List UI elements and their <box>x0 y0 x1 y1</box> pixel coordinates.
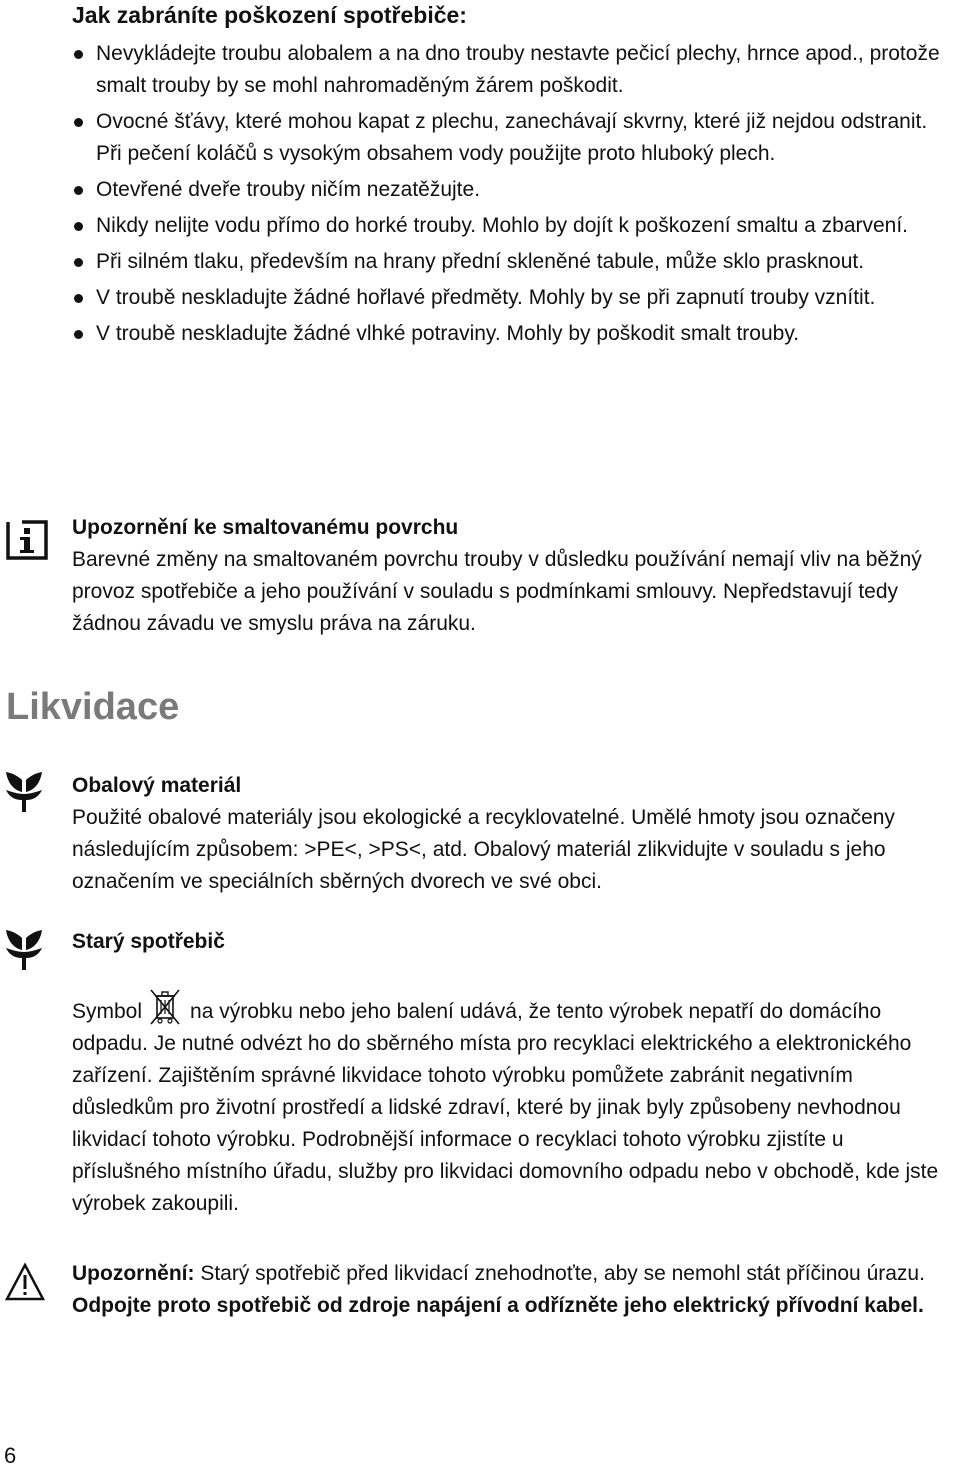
list-item-text: Nevykládejte troubu alobalem a na dno trouby nestavte pečicí plechy, hrnce apod., protože smalt trouby by se mohl nahromaděným žárem poškodit. <box>96 42 940 97</box>
bullet-dot <box>74 330 83 339</box>
list-item-text: Ovocné šťávy, které mohou kapat z plechu, zanechávají skvrny, které již nejdou odstranit. Při pečení koláčů s vysokým obsahem vody použijte proto hluboký plech. <box>96 110 928 165</box>
damage-prevention-list <box>72 38 952 354</box>
old-appliance-section <box>72 926 957 1220</box>
list-item <box>72 246 952 278</box>
list-item <box>72 106 952 170</box>
warning-section <box>72 1258 957 1322</box>
list-item-text: V troubě neskladujte žádné hořlavé předměty. Mohly by se při zapnutí trouby vznítit. <box>96 286 876 309</box>
list-item-text: Otevřené dveře trouby ničím nezatěžujte. <box>96 178 481 201</box>
old-appliance-title: Starý spotřebič <box>72 930 225 953</box>
packaging-text: Použité obalové materiály jsou ekologické a recyklovatelné. Umělé hmoty jsou označeny následujícím způsobem: >PE<, >PS<, atd. Obalový materiál zlikvidujte v souladu s jeho označením ve speciálních sběrných dvorech ve své obci. <box>72 806 895 893</box>
list-item-text: V troubě neskladujte žádné vlhké potraviny. Mohly by poškodit smalt trouby. <box>96 322 800 345</box>
info-icon <box>4 516 50 562</box>
list-item-text: Nikdy nelijte vodu přímo do horké trouby. Mohlo by dojít k poškození smaltu a zbarvení. <box>96 214 909 237</box>
packaging-section <box>72 770 957 898</box>
bullet-dot <box>74 222 83 231</box>
bullet-dot <box>74 118 83 127</box>
enamel-note-text: Barevné změny na smaltovaném povrchu trouby v důsledku používání nemají vliv na běžný provoz spotřebiče a jeho používání v souladu s podmínkami smlouvy. Nepředstavují tedy žádnou závadu ve smyslu práva na záruku. <box>72 548 922 635</box>
list-item <box>72 174 952 206</box>
eco-leaf-icon <box>4 768 44 814</box>
bullet-dot <box>74 258 83 267</box>
bullet-dot <box>74 294 83 303</box>
list-item <box>72 210 952 242</box>
list-item <box>72 38 952 102</box>
warning-text <box>72 1258 957 1290</box>
list-item-text: Při silném tlaku, především na hrany přední skleněné tabule, může sklo prasknout. <box>96 250 865 273</box>
list-item <box>72 282 952 314</box>
packaging-title: Obalový materiál <box>72 774 242 797</box>
symbol-word: Symbol <box>72 1000 143 1023</box>
warning-label: Upozornění: <box>72 1262 195 1285</box>
old-appliance-text <box>72 988 957 1220</box>
enamel-note-title: Upozornění ke smaltovanému povrchu <box>72 516 459 539</box>
eco-leaf-icon <box>4 926 44 972</box>
warning-triangle-icon <box>4 1262 46 1302</box>
bullet-dot <box>74 50 83 59</box>
crossed-out-bin-icon <box>148 988 182 1026</box>
disposal-section-title: Likvidace <box>6 686 180 728</box>
enamel-note <box>72 512 957 640</box>
old-appliance-body: na výrobku nebo jeho balení udává, že tento výrobek nepatří do domácího odpadu. Je nutné odvézt ho do sběrného místa pro recyklaci elektrického a elektronického zařízení. Zajištěním správné likvidace tohoto výrobku pomůžete zabránit negativním důsledkům pro životní prostředí a lidské zdraví, které by jinak byly způsobeny nevhodnou likvidací tohoto výrobku. Podrobnější informace o recyklaci tohoto výrobku zjistíte u příslušného místního úřadu, služby pro likvidaci domovního odpadu nebo v obchodě, kde jste výrobek zakoupili. <box>72 1000 939 1215</box>
warning-body: Starý spotřebič před likvidací znehodnoťte, aby se nemohl stát příčinou úrazu. <box>200 1262 925 1285</box>
damage-prevention-heading: Jak zabráníte poškození spotřebiče: <box>72 2 467 28</box>
warning-bold-text: Odpojte proto spotřebič od zdroje napájení a odřízněte jeho elektrický přívodní kabel. <box>72 1294 924 1317</box>
list-item <box>72 318 952 350</box>
bullet-dot <box>74 186 83 195</box>
page-number: 6 <box>4 1443 17 1468</box>
